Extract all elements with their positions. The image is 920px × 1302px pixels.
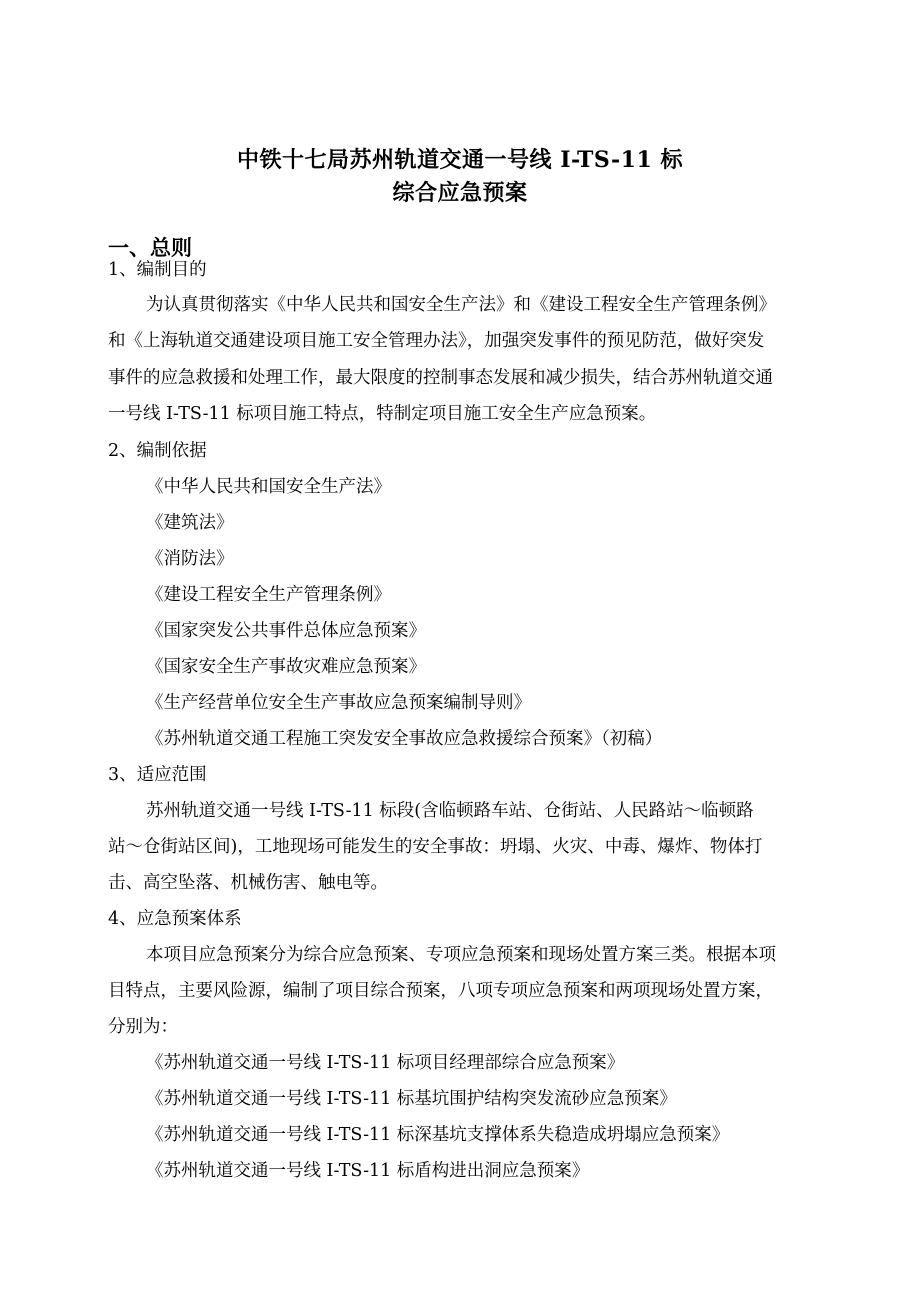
paragraph-line: 一号线 I-TS-11 标项目施工特点，特制定项目施工安全生产应急预案。 xyxy=(108,404,657,424)
paragraph-line: 和《上海轨道交通建设项目施工安全管理办法》，加强突发事件的预见防范，做好突发 xyxy=(108,331,765,351)
paragraph-line: 本项目应急预案分为综合应急预案、专项应急预案和现场处置方案三类。根据本项 xyxy=(146,945,776,965)
paragraph-line: 事件的应急救援和处理工作，最大限度的控制事态发展和减少损失，结合苏州轨道交通 xyxy=(108,368,773,388)
list-item: 《苏州轨道交通一号线 I-TS-11 标盾构进出洞应急预案》 xyxy=(146,1161,590,1181)
list-item: 《苏州轨道交通工程施工突发安全事故应急救援综合预案》（初稿） xyxy=(146,729,663,749)
section-heading-scope: 3、适应范围 xyxy=(108,765,207,785)
section-heading-system: 4、应急预案体系 xyxy=(108,909,242,929)
section-heading-basis: 2、编制依据 xyxy=(108,441,207,461)
list-item: 《消防法》 xyxy=(146,549,234,569)
list-item: 《苏州轨道交通一号线 I-TS-11 标基坑围护结构突发流砂应急预案》 xyxy=(146,1089,677,1109)
list-item: 《国家安全生产事故灾难应急预案》 xyxy=(146,657,426,677)
section-heading-purpose: 1、编制目的 xyxy=(108,260,207,280)
paragraph-line: 目特点，主要风险源，编制了项目综合预案，八项专项应急预案和两项现场处置方案， xyxy=(108,981,773,1001)
list-item: 《生产经营单位安全生产事故应急预案编制导则》 xyxy=(146,693,531,713)
chapter-heading: 一、总则 xyxy=(108,235,192,260)
list-item: 《国家突发公共事件总体应急预案》 xyxy=(146,621,426,641)
paragraph-line: 站～仓街站区间)，工地现场可能发生的安全事故：坍塌、火灾、中毒、爆炸、物体打 xyxy=(108,837,763,857)
paragraph-line: 为认真贯彻落实《中华人民共和国安全生产法》和《建设工程安全生产管理条例》 xyxy=(146,295,776,315)
paragraph-line: 苏州轨道交通一号线 I-TS-11 标段(含临顿路车站、仓街站、人民路站～临顿路 xyxy=(146,801,754,821)
document-title: 中铁十七局苏州轨道交通一号线 I-TS-11 标 xyxy=(237,147,683,173)
list-item: 《中华人民共和国安全生产法》 xyxy=(146,477,391,497)
list-item: 《建筑法》 xyxy=(146,513,234,533)
paragraph-line: 分别为： xyxy=(108,1017,178,1037)
document-subtitle: 综合应急预案 xyxy=(392,180,528,206)
list-item: 《苏州轨道交通一号线 I-TS-11 标深基坑支撑体系失稳造成坍塌应急预案》 xyxy=(146,1125,730,1145)
paragraph-line: 击、高空坠落、机械伤害、触电等。 xyxy=(108,873,388,893)
list-item: 《建设工程安全生产管理条例》 xyxy=(146,585,391,605)
list-item: 《苏州轨道交通一号线 I-TS-11 标项目经理部综合应急预案》 xyxy=(146,1053,625,1073)
